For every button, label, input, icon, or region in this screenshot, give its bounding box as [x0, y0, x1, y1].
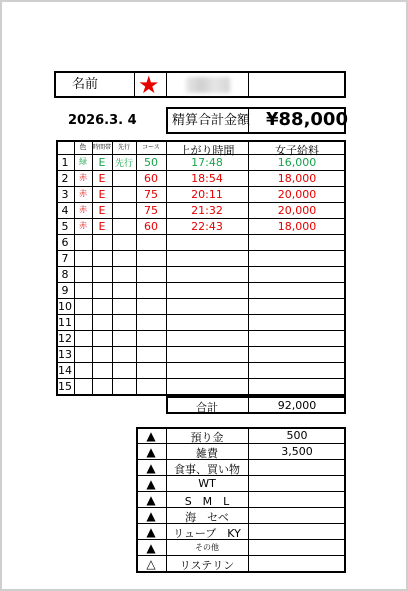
deduction-label: 雑費: [196, 447, 218, 460]
table-divider: [56, 378, 346, 379]
row-salary: 18,000: [277, 220, 317, 233]
table-divider: [56, 330, 346, 331]
row-number: 12: [58, 332, 72, 345]
settlement-total-value: ¥88,000: [266, 109, 348, 130]
row-salary: 18,000: [277, 172, 317, 185]
row-salary: 16,000: [277, 156, 317, 169]
row-course: 50: [144, 156, 158, 169]
deduction-value: 500: [286, 429, 308, 442]
row-end-time: 22:43: [191, 220, 223, 233]
table-divider: [112, 140, 113, 394]
column-header-time-fee: 時間帯: [92, 144, 111, 151]
row-number: 6: [61, 236, 69, 249]
table-divider: [56, 218, 346, 219]
column-header-salary: 女子給料: [275, 144, 319, 157]
deduction-mark-icon: ▲: [146, 445, 156, 459]
row-number: 13: [58, 348, 72, 361]
row-color: 緑: [79, 157, 87, 166]
row-number: 2: [61, 172, 69, 185]
redacted-name: [186, 77, 230, 93]
column-header-end-time: 上がり時間: [179, 144, 235, 157]
row-number: 4: [61, 204, 69, 217]
row-time-fee: E: [98, 220, 106, 233]
row-time-fee: E: [98, 204, 106, 217]
row-number: 10: [58, 300, 72, 313]
deduction-mark-icon: ▲: [146, 493, 156, 507]
deduction-mark-icon: ▲: [146, 525, 156, 539]
row-time-fee: E: [98, 156, 106, 169]
row-number: 7: [61, 252, 69, 265]
total-label: 合計: [196, 401, 218, 414]
deduction-label: S M L: [184, 495, 230, 508]
star-icon: ★: [138, 71, 160, 99]
column-header-advance: 先行: [117, 144, 130, 151]
table-divider: [56, 266, 346, 267]
row-course: 60: [144, 172, 158, 185]
column-header-color: 色: [79, 143, 87, 151]
row-salary: 20,000: [277, 188, 317, 201]
row-number: 1: [61, 156, 69, 169]
row-advance: 先行: [114, 159, 133, 169]
row-color: 赤: [79, 173, 87, 182]
row-number: 15: [58, 380, 72, 393]
row-end-time: 21:32: [191, 204, 223, 217]
deduction-mark-icon: ▲: [146, 429, 156, 443]
row-number: 14: [58, 364, 72, 377]
row-course: 60: [144, 220, 158, 233]
row-color: 赤: [79, 189, 87, 198]
table-divider: [56, 202, 346, 203]
table-divider: [56, 298, 346, 299]
row-number: 11: [58, 316, 72, 329]
table-divider: [56, 234, 346, 235]
row-end-time: 18:54: [191, 172, 223, 185]
table-divider: [56, 282, 346, 283]
deduction-mark-icon: ▲: [146, 461, 156, 475]
deduction-label: WT: [198, 477, 216, 490]
deduction-value: 3,500: [281, 445, 313, 458]
row-color: 赤: [79, 205, 87, 214]
settlement-total-label: 精算合計金額: [172, 113, 251, 128]
row-end-time: 20:11: [191, 188, 223, 201]
deduction-label: その他: [195, 543, 219, 552]
deduction-mark-icon: ▲: [146, 541, 156, 555]
row-color: 赤: [79, 221, 87, 230]
row-course: 75: [144, 188, 158, 201]
table-divider: [56, 314, 346, 315]
row-number: 3: [61, 188, 69, 201]
row-number: 9: [61, 284, 69, 297]
row-salary: 20,000: [277, 204, 317, 217]
row-number: 5: [61, 220, 69, 233]
deduction-label: リステリン: [179, 559, 235, 572]
row-course: 75: [144, 204, 158, 217]
deduction-mark-icon: △: [146, 557, 156, 571]
deduction-label: リューブ KY: [173, 527, 241, 540]
date-text: 2026.3. 4: [68, 113, 137, 128]
total-value: 92,000: [277, 399, 317, 412]
deduction-mark-icon: ▲: [146, 477, 156, 491]
row-time-fee: E: [98, 188, 106, 201]
table-divider: [136, 555, 346, 556]
table-divider: [56, 186, 346, 187]
row-number: 8: [61, 268, 69, 281]
table-divider: [136, 491, 346, 492]
column-header-course: コース: [142, 144, 160, 151]
deduction-label: 海 セベ: [185, 511, 229, 524]
table-divider: [56, 346, 346, 347]
deduction-mark-icon: ▲: [146, 509, 156, 523]
name-label: 名前: [72, 77, 99, 92]
table-divider: [56, 170, 346, 171]
deduction-label: 預り金: [190, 431, 224, 444]
table-divider: [56, 362, 346, 363]
row-time-fee: E: [98, 172, 106, 185]
row-end-time: 17:48: [191, 156, 223, 169]
table-divider: [56, 250, 346, 251]
deduction-label: 食事、買い物: [174, 463, 240, 476]
